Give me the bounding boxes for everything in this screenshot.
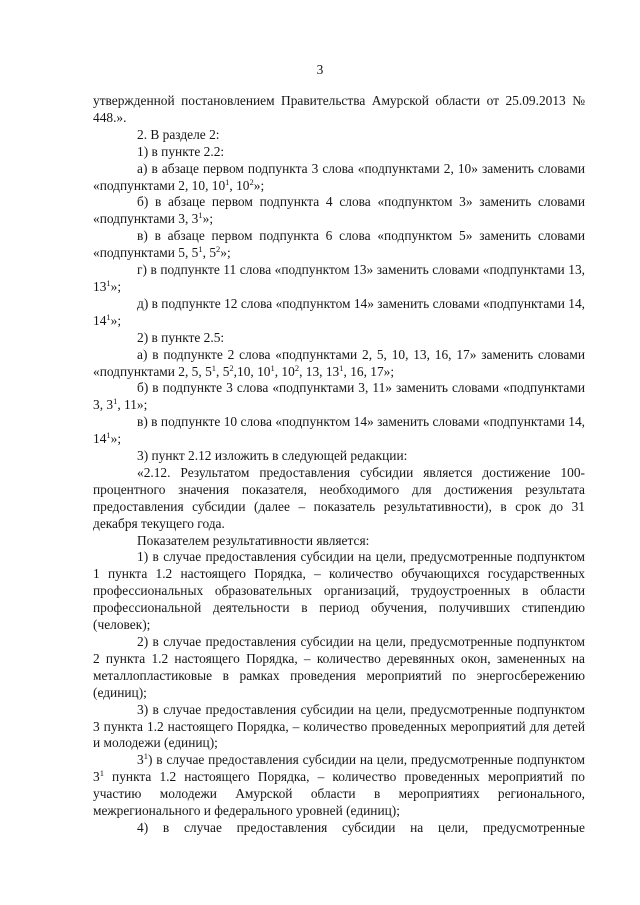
superscript-index: 2 [229, 362, 234, 373]
paragraph-text: б) в подпункте 3 слова «подпунктами 3, 11» заменить словами «подпунктами 3, 3 [93, 380, 585, 413]
paragraph-text: 3 [137, 752, 144, 768]
paragraph-text: а) в подпункте 2 слова «подпунктами 2, 5, 10, 13, 16, 17» заменить словами «подпунктами 2, 5, 5 [93, 346, 585, 379]
paragraph [93, 161, 585, 195]
superscript-index: 1 [270, 362, 275, 373]
paragraph [93, 296, 585, 330]
paragraph-text: 1) в случае предоставления субсидии на цели, предусмотренные подпунктом 1 пункта 1.2 настоящего Порядка, – количество обучающихся государственных профессиональных образовательных организаций, трудоустроенных в области профессиональной деятельности в период обучения, получивших стипендию (человек); [93, 549, 585, 633]
superscript-index: 2 [249, 176, 254, 187]
paragraph-text: 3) пункт 2.12 изложить в следующей редакции: [137, 448, 408, 464]
superscript-index: 1 [211, 362, 217, 373]
paragraph-text: , 16, 17»; [343, 363, 395, 379]
paragraph-text: д) в подпункте 12 слова «подпунктом 14» заменить словами «подпунктами 14, 14 [93, 295, 585, 328]
paragraph [93, 127, 585, 144]
paragraph [93, 262, 585, 296]
superscript-index: 1 [143, 751, 148, 762]
paragraph [93, 144, 585, 161]
paragraph [93, 752, 585, 820]
paragraph-text: 2) в случае предоставления субсидии на цели, предусмотренные подпунктом 2 пункта 1.2 настоящего Порядка, – количество деревянных окон, замененных на металлопластиковые в рамках проведения мероприятий по энергосбережению (единиц); [93, 634, 585, 700]
superscript-index: 1 [198, 244, 203, 255]
paragraph [93, 194, 585, 228]
paragraph [93, 533, 585, 550]
paragraph-text: , 10 [229, 177, 250, 193]
superscript-index: 1 [113, 396, 118, 407]
superscript-index: 1 [198, 210, 203, 221]
superscript-index: 1 [225, 176, 230, 187]
paragraph [93, 380, 585, 414]
paragraph-text: »; [220, 245, 231, 261]
paragraph-text: ,10, 10 [233, 363, 271, 379]
superscript-index: 1 [339, 362, 344, 373]
paragraph [93, 347, 585, 381]
paragraph-text: в) в подпункте 10 слова «подпунктом 14» заменить словами «подпунктами 14, 14 [93, 414, 585, 447]
paragraph-text: , 5 [216, 363, 230, 379]
paragraph [93, 228, 585, 262]
superscript-index: 1 [106, 430, 111, 441]
paragraph-text: г) в подпункте 11 слова «подпунктом 13» заменить словами «подпунктами 13, 13 [93, 262, 585, 294]
paragraph [93, 448, 585, 465]
paragraph-text: »; [253, 177, 265, 193]
paragraph [93, 634, 585, 702]
paragraph-text: 3) в случае предоставления субсидии на цели, предусмотренные подпунктом 3 пункта 1.2 настоящего Порядка, – количество проведенных мероприятий для детей и молодежи (единиц); [93, 701, 585, 751]
document-body [93, 93, 585, 837]
paragraph [93, 414, 585, 448]
paragraph-text: , 11»; [117, 397, 148, 413]
paragraph-text: Показателем результативности является: [137, 532, 370, 548]
paragraph-text: , 13, 13 [299, 363, 340, 379]
paragraph-text: »; [110, 431, 122, 447]
paragraph-text: 2. В разделе 2: [137, 126, 220, 142]
superscript-index: 1 [106, 311, 111, 322]
superscript-index: 2 [294, 362, 300, 373]
paragraph-text: пункта 1.2 настоящего Порядка, – количество проведенных мероприятий по участию молодежи Амурской области в мероприятиях регионального, межрегионального и федерального уровней (единиц); [93, 769, 585, 819]
paragraph-text: 2) в пункте 2.5: [137, 329, 225, 345]
paragraph-text: утвержденной постановлением Правительства Амурской области от 25.09.2013 № 448.». [93, 93, 585, 125]
paragraph-text: 4) в случае предоставления субсидии на цели, предусмотренные [137, 819, 585, 835]
paragraph [93, 93, 585, 127]
paragraph-text: 1) в пункте 2.2: [137, 143, 225, 159]
paragraph-text: в) в абзаце первом подпункта 6 слова «подпунктом 5» заменить словами «подпунктами 5, 5 [93, 228, 585, 261]
superscript-index: 2 [216, 244, 221, 255]
paragraph-text: а) в абзаце первом подпункта 3 слова «подпунктами 2, 10» заменить словами «подпунктами 2, 10, 10 [93, 160, 585, 193]
paragraph [93, 465, 585, 533]
paragraph-text: , 5 [202, 245, 217, 261]
paragraph-text: , 10 [274, 363, 295, 379]
paragraph [93, 549, 585, 634]
paragraph [93, 702, 585, 753]
paragraph-text: »; [202, 211, 214, 227]
page-number: 3 [316, 62, 324, 77]
paragraph-text: »; [110, 278, 122, 294]
paragraph-text: ) в случае предоставления субсидии на цели, предусмотренные подпунктом 3 [93, 752, 585, 785]
superscript-index: 1 [106, 277, 111, 288]
paragraph-text: «2.12. Результатом предоставления субсидии является достижение 100-процентного значения показателя, необходимого для достижения результата предоставления субсидии (далее – показатель результативности), в срок до 31 декабря текущего года. [93, 464, 585, 531]
paragraph-text: б) в абзаце первом подпункта 4 слова «подпунктом 3» заменить словами «подпунктами 3, 3 [93, 194, 585, 227]
paragraph-text: »; [110, 312, 122, 328]
superscript-index: 1 [99, 768, 104, 779]
paragraph [93, 820, 585, 837]
paragraph [93, 330, 585, 347]
